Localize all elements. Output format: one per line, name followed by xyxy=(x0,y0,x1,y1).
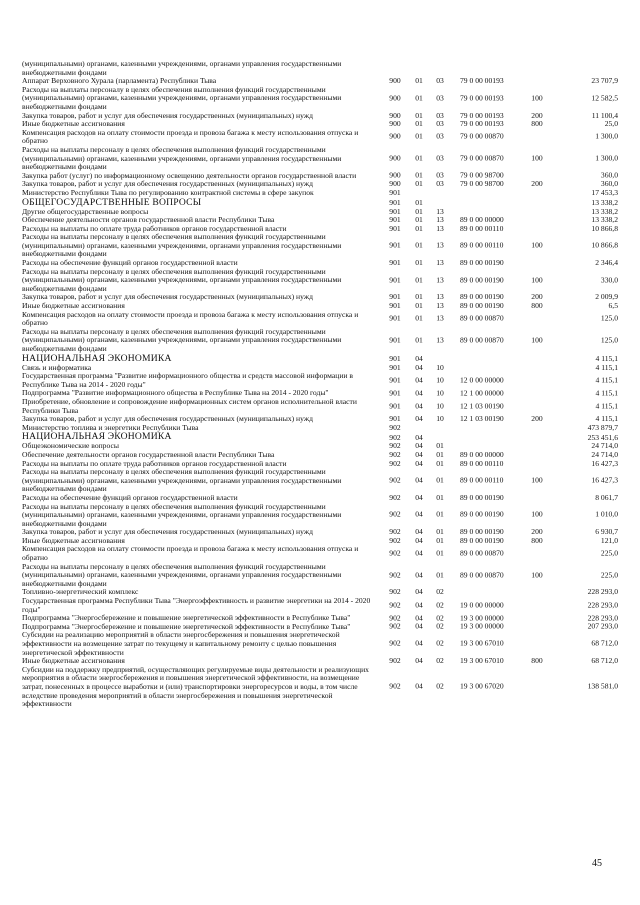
cell-vid-raskhodov: 200 xyxy=(531,110,543,120)
row-description: Субсидии на поддержку предприятий, осуществляющих регулируемые виды деятельности и реализующих мероприятия в области энергосбережения и повышения энергетической эффективности, на возмещение затрат, понесенных в процессе выработки и (или) транспортировки энергоресурсов и воды, в том числе вследствие проведения мероприятий в области энергосбережения и повышения энергетической эффективности xyxy=(22,664,369,709)
row-description: Министерство Республики Тыва по регулированию контрактной системы в сфере закупок xyxy=(22,187,314,197)
cell-tselevaya-statya: 12 1 00 00000 xyxy=(460,388,504,398)
cell-razdel: 01 xyxy=(415,110,423,120)
cell-tselevaya-statya: 79 0 00 00193 xyxy=(460,119,504,129)
cell-podrazdel: 10 xyxy=(436,414,444,424)
cell-tselevaya-statya: 89 0 00 00110 xyxy=(460,475,504,485)
cell-tselevaya-statya: 89 0 00 00110 xyxy=(460,458,504,468)
row-description: Расходы на обеспечение функций органов государственной власти xyxy=(22,492,238,502)
cell-glav: 902 xyxy=(389,621,401,631)
cell-summa: 4 115,1 xyxy=(595,388,618,398)
cell-podrazdel: 13 xyxy=(436,206,444,216)
cell-razdel: 01 xyxy=(415,240,423,250)
cell-glav: 901 xyxy=(389,313,401,323)
row-description: Закупка товаров, работ и услуг для обеспечения государственных (муниципальных) нужд xyxy=(22,110,313,120)
cell-glav: 900 xyxy=(389,153,401,163)
cell-razdel: 04 xyxy=(415,656,423,666)
cell-glav: 901 xyxy=(389,275,401,285)
row-description: Компенсация расходов на оплату стоимости проезда и провоза багажа к месту использования отпуска и обратно xyxy=(22,544,359,563)
cell-razdel: 01 xyxy=(415,301,423,311)
cell-tselevaya-statya: 12 1 03 00190 xyxy=(460,414,504,424)
cell-summa: 330,0 xyxy=(600,275,618,285)
cell-summa: 24 714,0 xyxy=(591,449,618,459)
cell-razdel: 04 xyxy=(415,681,423,691)
cell-vid-raskhodov: 800 xyxy=(531,535,543,545)
cell-podrazdel: 01 xyxy=(436,458,444,468)
cell-razdel: 04 xyxy=(415,354,423,363)
row-description: Обеспечение деятельности органов государственной власти Республики Тыва xyxy=(22,449,275,459)
cell-tselevaya-statya: 19 3 00 00000 xyxy=(460,621,504,631)
cell-podrazdel: 02 xyxy=(436,587,444,597)
cell-summa: 17 453,3 xyxy=(591,187,618,197)
row-description: Расходы на выплаты персоналу в целях обеспечения выполнения функций государственными (муниципальными) органами, казенными учреждениями, органами управления государственными внебюджетными фондами xyxy=(22,84,342,111)
cell-vid-raskhodov: 100 xyxy=(531,510,543,520)
cell-vid-raskhodov: 100 xyxy=(531,335,543,345)
table-row xyxy=(22,146,618,172)
cell-podrazdel: 10 xyxy=(436,401,444,411)
row-description: Расходы на выплаты по оплате труда работников органов государственной власти xyxy=(22,223,287,233)
cell-tselevaya-statya: 19 3 00 00000 xyxy=(460,613,504,623)
cell-summa: 125,0 xyxy=(600,313,618,323)
cell-razdel: 04 xyxy=(415,449,423,459)
row-description: Подпрограмма "Энергосбережение и повышение энергетической эффективности в Республике Тыва" xyxy=(22,613,351,623)
cell-summa: 68 712,0 xyxy=(591,656,618,666)
cell-glav: 900 xyxy=(389,76,401,86)
cell-glav: 902 xyxy=(389,681,401,691)
cell-summa: 13 338,2 xyxy=(591,206,618,216)
cell-podrazdel: 02 xyxy=(436,639,444,648)
cell-glav: 901 xyxy=(389,223,401,233)
cell-tselevaya-statya: 19 0 00 00000 xyxy=(460,600,504,610)
cell-glav: 901 xyxy=(389,388,401,398)
cell-podrazdel: 03 xyxy=(436,93,444,103)
cell-razdel: 01 xyxy=(415,313,423,323)
cell-razdel: 01 xyxy=(415,223,423,233)
table-row xyxy=(22,597,618,614)
cell-tselevaya-statya: 79 0 00 00193 xyxy=(460,76,504,86)
row-description: Подпрограмма "Развитие информационного общества в Республике Тыва на 2014 - 2020 годы" xyxy=(22,388,329,398)
cell-summa: 228 293,0 xyxy=(587,613,618,623)
cell-summa: 4 115,1 xyxy=(595,375,618,385)
table-row xyxy=(22,354,618,364)
cell-glav: 902 xyxy=(389,492,401,502)
cell-razdel: 04 xyxy=(415,621,423,631)
cell-podrazdel: 02 xyxy=(436,621,444,631)
row-description: Расходы на выплаты персоналу в целях обеспечения выполнения функций государственными (муниципальными) органами, казенными учреждениями, органами управления государственными внебюджетными фондами xyxy=(22,467,342,494)
cell-tselevaya-statya: 89 0 00 00870 xyxy=(460,313,504,323)
cell-tselevaya-statya: 19 3 00 67010 xyxy=(460,656,504,666)
cell-razdel: 01 xyxy=(415,275,423,285)
cell-tselevaya-statya: 89 0 00 00190 xyxy=(460,527,504,537)
cell-summa: 228 293,0 xyxy=(587,587,618,597)
row-description: Другие общегосударственные вопросы xyxy=(22,206,149,216)
cell-summa: 4 115,1 xyxy=(595,354,618,363)
page-number: 45 xyxy=(592,858,602,869)
cell-razdel: 04 xyxy=(415,570,423,580)
table-row xyxy=(22,468,618,494)
table-row xyxy=(22,129,618,146)
row-description: Связь и информатика xyxy=(22,362,92,372)
cell-glav: 902 xyxy=(389,656,401,666)
cell-tselevaya-statya: 12 1 03 00190 xyxy=(460,401,504,411)
cell-razdel: 01 xyxy=(415,119,423,129)
cell-summa: 207 293,0 xyxy=(587,621,618,631)
cell-summa: 8 061,7 xyxy=(595,492,618,502)
cell-tselevaya-statya: 79 0 00 00193 xyxy=(460,110,504,120)
row-description: Общеэкономические вопросы xyxy=(22,441,119,451)
cell-razdel: 01 xyxy=(415,93,423,103)
cell-glav: 902 xyxy=(389,600,401,610)
cell-razdel: 04 xyxy=(415,375,423,385)
cell-glav: 901 xyxy=(389,375,401,385)
cell-razdel: 04 xyxy=(415,548,423,558)
cell-razdel: 04 xyxy=(415,432,423,442)
section-heading: НАЦИОНАЛЬНАЯ ЭКОНОМИКА xyxy=(22,352,172,364)
row-description: Закупка товаров, работ и услуг для обеспечения государственных (муниципальных) нужд xyxy=(22,292,313,302)
row-description: Иные бюджетные ассигнования xyxy=(22,301,125,311)
cell-podrazdel: 03 xyxy=(436,153,444,163)
cell-summa: 228 293,0 xyxy=(587,600,618,610)
cell-razdel: 04 xyxy=(415,639,423,648)
cell-razdel: 01 xyxy=(415,170,423,180)
table-row xyxy=(22,233,618,259)
cell-summa: 225,0 xyxy=(600,548,618,558)
row-description: Расходы на выплаты по оплате труда работников органов государственной власти xyxy=(22,458,287,468)
cell-summa: 1 300,0 xyxy=(595,153,618,163)
cell-tselevaya-statya: 89 0 00 00190 xyxy=(460,301,504,311)
cell-podrazdel: 13 xyxy=(436,301,444,311)
cell-podrazdel: 03 xyxy=(436,119,444,129)
cell-podrazdel: 02 xyxy=(436,656,444,666)
cell-tselevaya-statya: 89 0 00 00190 xyxy=(460,292,504,302)
cell-glav: 900 xyxy=(389,170,401,180)
cell-tselevaya-statya: 89 0 00 00110 xyxy=(460,223,504,233)
cell-glav: 902 xyxy=(389,639,401,648)
cell-summa: 4 115,1 xyxy=(595,401,618,411)
cell-vid-raskhodov: 200 xyxy=(531,414,543,424)
section-heading: НАЦИОНАЛЬНАЯ ЭКОНОМИКА xyxy=(22,431,172,443)
cell-vid-raskhodov: 800 xyxy=(531,301,543,311)
cell-glav: 902 xyxy=(389,587,401,597)
cell-summa: 10 866,8 xyxy=(591,240,618,250)
section-heading: ОБЩЕГОСУДАРСТВЕННЫЕ ВОПРОСЫ xyxy=(22,196,202,208)
cell-podrazdel: 13 xyxy=(436,275,444,285)
cell-tselevaya-statya: 79 0 00 98700 xyxy=(460,179,504,189)
cell-summa: 24 714,0 xyxy=(591,441,618,451)
cell-razdel: 04 xyxy=(415,510,423,520)
cell-summa: 2 346,4 xyxy=(595,258,618,268)
cell-summa: 16 427,3 xyxy=(591,458,618,468)
cell-vid-raskhodov: 800 xyxy=(531,656,543,666)
table-row xyxy=(22,328,618,354)
row-description: Государственная программа "Развитие информационного общества и средств массовой информации в Республике Тыва на 2014 - 2020 годы" xyxy=(22,371,353,389)
cell-podrazdel: 10 xyxy=(436,388,444,398)
cell-glav: 901 xyxy=(389,258,401,268)
cell-razdel: 04 xyxy=(415,535,423,545)
cell-razdel: 01 xyxy=(415,215,423,225)
cell-podrazdel: 02 xyxy=(436,613,444,623)
row-description: Государственная программа Республики Тыва "Энергоэффективность и развитие энергетики на 2014 - 2020 годы" xyxy=(22,596,371,614)
cell-tselevaya-statya: 89 0 00 00870 xyxy=(460,335,504,345)
cell-razdel: 01 xyxy=(415,132,423,142)
row-description: Подпрограмма "Энергосбережение и повышение энергетической эффективности в Республике Тыва" xyxy=(22,621,351,631)
cell-summa: 12 582,5 xyxy=(591,93,618,103)
cell-glav: 900 xyxy=(389,119,401,129)
cell-glav: 902 xyxy=(389,422,401,432)
cell-razdel: 04 xyxy=(415,613,423,623)
row-description: Топливно-энергетический комплекс xyxy=(22,587,139,597)
cell-podrazdel: 03 xyxy=(436,110,444,120)
cell-summa: 4 115,1 xyxy=(595,362,618,372)
row-description: (муниципальными) органами, казенными учреждениями, органами управления государственными внебюджетными фондами xyxy=(22,59,342,77)
cell-summa: 25,0 xyxy=(604,119,618,129)
cell-podrazdel: 01 xyxy=(436,548,444,558)
cell-glav: 902 xyxy=(389,441,401,451)
cell-glav: 901 xyxy=(389,335,401,345)
cell-summa: 6,5 xyxy=(608,301,618,311)
cell-summa: 253 451,6 xyxy=(587,432,618,442)
cell-tselevaya-statya: 19 3 00 67010 xyxy=(460,639,504,648)
cell-glav: 901 xyxy=(389,206,401,216)
row-description: Иные бюджетные ассигнования xyxy=(22,656,125,666)
cell-tselevaya-statya: 89 0 00 00190 xyxy=(460,510,504,520)
row-description: Расходы на выплаты персоналу в целях обеспечения выполнения функций государственными (муниципальными) органами, казенными учреждениями, органами управления государственными внебюджетными фондами xyxy=(22,144,342,172)
table-row xyxy=(22,311,618,328)
cell-podrazdel: 10 xyxy=(436,362,444,372)
cell-razdel: 04 xyxy=(415,527,423,537)
row-description: Расходы на выплаты персоналу в целях обеспечения выполнения функций государственными (муниципальными) органами, казенными учреждениями, органами управления государственными внебюджетными фондами xyxy=(22,326,342,353)
cell-glav: 902 xyxy=(389,535,401,545)
cell-tselevaya-statya: 89 0 00 00870 xyxy=(460,570,504,580)
cell-podrazdel: 13 xyxy=(436,292,444,302)
cell-glav: 901 xyxy=(389,215,401,225)
table-row xyxy=(22,86,618,112)
table-row xyxy=(22,545,618,562)
cell-glav: 902 xyxy=(389,570,401,580)
cell-podrazdel: 01 xyxy=(436,492,444,502)
cell-vid-raskhodov: 200 xyxy=(531,292,543,302)
cell-razdel: 01 xyxy=(415,292,423,302)
cell-podrazdel: 13 xyxy=(436,313,444,323)
cell-tselevaya-statya: 89 0 00 00190 xyxy=(460,258,504,268)
cell-glav: 902 xyxy=(389,527,401,537)
cell-podrazdel: 01 xyxy=(436,570,444,580)
cell-summa: 1 010,0 xyxy=(595,510,618,520)
cell-razdel: 01 xyxy=(415,153,423,163)
cell-razdel: 01 xyxy=(415,197,423,207)
cell-glav: 901 xyxy=(389,292,401,302)
cell-glav: 902 xyxy=(389,613,401,623)
cell-summa: 16 427,3 xyxy=(591,475,618,485)
cell-glav: 901 xyxy=(389,187,401,197)
cell-glav: 900 xyxy=(389,179,401,189)
cell-tselevaya-statya: 79 0 00 00870 xyxy=(460,132,504,142)
cell-podrazdel: 01 xyxy=(436,441,444,451)
cell-vid-raskhodov: 100 xyxy=(531,475,543,485)
cell-glav: 902 xyxy=(389,432,401,442)
cell-glav: 901 xyxy=(389,301,401,311)
cell-vid-raskhodov: 100 xyxy=(531,275,543,285)
cell-vid-raskhodov: 100 xyxy=(531,570,543,580)
row-description: Обеспечение деятельности органов государственной власти Республики Тыва xyxy=(22,215,275,225)
cell-razdel: 04 xyxy=(415,492,423,502)
cell-tselevaya-statya: 79 0 00 00870 xyxy=(460,153,504,163)
cell-glav: 901 xyxy=(389,401,401,411)
cell-podrazdel: 01 xyxy=(436,527,444,537)
cell-podrazdel: 01 xyxy=(436,449,444,459)
cell-summa: 2 009,9 xyxy=(595,292,618,302)
cell-razdel: 01 xyxy=(415,206,423,216)
row-description: Закупка товаров, работ и услуг для обеспечения государственных (муниципальных) нужд xyxy=(22,414,313,424)
cell-tselevaya-statya: 79 0 00 98700 xyxy=(460,170,504,180)
row-description: Закупка работ (услуг) по информационному освещению деятельности органов государственной власти xyxy=(22,170,357,180)
cell-vid-raskhodov: 800 xyxy=(531,119,543,129)
cell-summa: 68 712,0 xyxy=(591,639,618,648)
cell-razdel: 04 xyxy=(415,458,423,468)
cell-vid-raskhodov: 200 xyxy=(531,179,543,189)
cell-glav: 901 xyxy=(389,240,401,250)
cell-glav: 901 xyxy=(389,354,401,363)
cell-glav: 900 xyxy=(389,132,401,142)
cell-glav: 900 xyxy=(389,110,401,120)
cell-glav: 902 xyxy=(389,458,401,468)
row-description: Расходы на выплаты персоналу в целях обеспечения выполнения функций государственными (муниципальными) органами, казенными учреждениями, органами управления государственными внебюджетными фондами xyxy=(22,232,342,259)
row-description: Закупка товаров, работ и услуг для обеспечения государственных (муниципальных) нужд xyxy=(22,179,313,189)
table-row xyxy=(22,268,618,294)
cell-razdel: 04 xyxy=(415,475,423,485)
cell-tselevaya-statya: 79 0 00 00193 xyxy=(460,93,504,103)
cell-summa: 23 707,9 xyxy=(591,76,618,86)
cell-razdel: 01 xyxy=(415,335,423,345)
cell-tselevaya-statya: 19 3 00 67020 xyxy=(460,681,504,691)
cell-tselevaya-statya: 89 0 00 00190 xyxy=(460,275,504,285)
cell-razdel: 01 xyxy=(415,179,423,189)
row-description: Закупка товаров, работ и услуг для обеспечения государственных (муниципальных) нужд xyxy=(22,527,313,537)
cell-razdel: 04 xyxy=(415,388,423,398)
cell-glav: 901 xyxy=(389,414,401,424)
cell-summa: 4 115,1 xyxy=(595,414,618,424)
cell-vid-raskhodov: 100 xyxy=(531,93,543,103)
cell-glav: 900 xyxy=(389,93,401,103)
row-description: Расходы на обеспечение функций органов государственной власти xyxy=(22,258,238,268)
cell-razdel: 01 xyxy=(415,258,423,268)
cell-summa: 225,0 xyxy=(600,570,618,580)
cell-vid-raskhodov: 100 xyxy=(531,153,543,163)
cell-glav: 901 xyxy=(389,362,401,372)
row-description: Аппарат Верховного Хурала (парламента) Республики Тыва xyxy=(22,76,217,86)
cell-podrazdel: 01 xyxy=(436,475,444,485)
cell-podrazdel: 03 xyxy=(436,76,444,86)
cell-razdel: 01 xyxy=(415,76,423,86)
cell-podrazdel: 13 xyxy=(436,223,444,233)
row-description: Компенсация расходов на оплату стоимости проезда и провоза багажа к месту использования отпуска и обратно xyxy=(22,309,359,328)
cell-glav: 902 xyxy=(389,548,401,558)
cell-summa: 360,0 xyxy=(600,179,618,189)
cell-summa: 360,0 xyxy=(600,170,618,180)
cell-razdel: 04 xyxy=(415,362,423,372)
table-row xyxy=(22,60,618,77)
cell-tselevaya-statya: 89 0 00 00110 xyxy=(460,240,504,250)
cell-podrazdel: 10 xyxy=(436,375,444,385)
cell-summa: 13 338,2 xyxy=(591,197,618,207)
cell-podrazdel: 13 xyxy=(436,335,444,345)
cell-tselevaya-statya: 89 0 00 00870 xyxy=(460,548,504,558)
cell-razdel: 04 xyxy=(415,600,423,610)
cell-tselevaya-statya: 89 0 00 00190 xyxy=(460,535,504,545)
cell-vid-raskhodov: 200 xyxy=(531,527,543,537)
cell-razdel: 04 xyxy=(415,414,423,424)
table-row xyxy=(22,198,618,208)
row-description: Расходы на выплаты персоналу в целях обеспечения выполнения функций государственными (муниципальными) органами, казенными учреждениями, органами управления государственными внебюджетными фондами xyxy=(22,266,342,293)
cell-podrazdel: 13 xyxy=(436,215,444,225)
table-row xyxy=(22,503,618,529)
cell-summa: 473 879,7 xyxy=(587,422,618,432)
cell-glav: 902 xyxy=(389,510,401,520)
cell-podrazdel: 03 xyxy=(436,179,444,189)
cell-tselevaya-statya: 89 0 00 00000 xyxy=(460,449,504,459)
cell-podrazdel: 03 xyxy=(436,170,444,180)
row-description: Министерство топлива и энергетики Республики Тыва xyxy=(22,422,199,432)
cell-summa: 10 866,8 xyxy=(591,223,618,233)
table-row xyxy=(22,398,618,415)
cell-summa: 6 930,7 xyxy=(595,527,618,537)
cell-summa: 13 338,2 xyxy=(591,215,618,225)
cell-podrazdel: 03 xyxy=(436,132,444,142)
cell-podrazdel: 02 xyxy=(436,600,444,610)
cell-summa: 125,0 xyxy=(600,335,618,345)
cell-tselevaya-statya: 89 0 00 00000 xyxy=(460,215,504,225)
table-row xyxy=(22,666,618,709)
cell-podrazdel: 01 xyxy=(436,510,444,520)
cell-podrazdel: 02 xyxy=(436,681,444,691)
cell-glav: 901 xyxy=(389,197,401,207)
table-row xyxy=(22,563,618,589)
cell-glav: 902 xyxy=(389,475,401,485)
cell-vid-raskhodov: 100 xyxy=(531,240,543,250)
table-row xyxy=(22,372,618,389)
row-description: Расходы на выплаты персоналу в целях обеспечения выполнения функций государственными (муниципальными) органами, казенными учреждениями, органами управления государственными внебюджетными фондами xyxy=(22,501,342,528)
row-description: Расходы на выплаты персоналу в целях обеспечения выполнения функций государственными (муниципальными) органами, казенными учреждениями, органами управления государственными внебюджетными фондами xyxy=(22,561,342,588)
row-description: Субсидии на реализацию мероприятий в области энергосбережения и повышения энергетической эффективности на возмещение затрат по текущему и капитальному ремонту с целью повышения энергетической эффективности xyxy=(22,630,340,657)
cell-razdel: 04 xyxy=(415,587,423,597)
cell-glav: 902 xyxy=(389,449,401,459)
cell-podrazdel: 13 xyxy=(436,240,444,250)
row-description: Иные бюджетные ассигнования xyxy=(22,535,125,545)
row-description: Иные бюджетные ассигнования xyxy=(22,119,125,129)
cell-summa: 1 300,0 xyxy=(595,132,618,142)
table-row xyxy=(22,631,618,657)
cell-podrazdel: 01 xyxy=(436,535,444,545)
cell-razdel: 04 xyxy=(415,401,423,411)
cell-razdel: 04 xyxy=(415,441,423,451)
cell-summa: 121,0 xyxy=(600,535,618,545)
cell-tselevaya-statya: 89 0 00 00190 xyxy=(460,492,504,502)
cell-tselevaya-statya: 12 0 00 00000 xyxy=(460,375,504,385)
cell-summa: 11 100,4 xyxy=(591,110,618,120)
budget-table xyxy=(22,60,618,709)
row-description: Компенсация расходов на оплату стоимости проезда и провоза багажа к месту использования отпуска и обратно xyxy=(22,127,359,146)
cell-podrazdel: 13 xyxy=(436,258,444,268)
cell-summa: 138 581,0 xyxy=(587,681,618,691)
row-description: Приобретение, обновление и сопровождение информационных систем органов исполнительной власти Республики Тыва xyxy=(22,396,357,415)
